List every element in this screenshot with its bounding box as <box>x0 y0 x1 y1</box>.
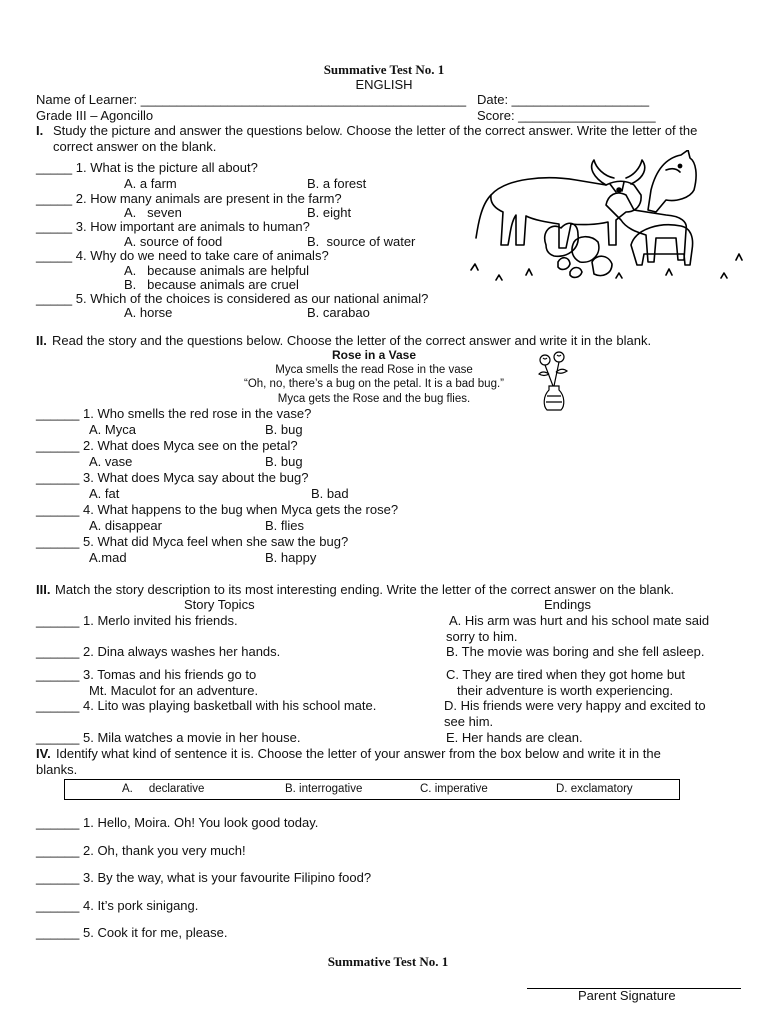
ending-item: E. Her hands are clean. <box>446 730 583 745</box>
part1-question[interactable]: _____ 4. Why do we need to take care of animals? <box>36 248 329 263</box>
choice-exclamatory: D. exclamatory <box>556 783 633 795</box>
part2-question[interactable]: ______ 5. What did Myca feel when she saw the bug? <box>36 534 349 549</box>
topic-item[interactable]: ______ 1. Merlo invited his friends. <box>36 613 238 628</box>
score-field[interactable]: Score: ___________________ <box>477 108 656 123</box>
part2-question[interactable]: ______ 2. What does Myca see on the petal? <box>36 438 298 453</box>
part1-choice-b: B. source of water <box>307 234 416 249</box>
story-line: Myca smells the read Rose in the vase <box>275 364 473 376</box>
sentence-item[interactable]: ______ 2. Oh, thank you very much! <box>36 843 246 858</box>
topic-item[interactable]: ______ 5. Mila watches a movie in her house. <box>36 730 301 745</box>
choice-declarative: A. declarative <box>122 783 205 795</box>
part4-instruction-cont: blanks. <box>36 762 78 777</box>
date-field[interactable]: Date: ___________________ <box>477 92 650 107</box>
ending-item: C. They are tired when they got home but <box>446 667 685 682</box>
part4-numeral: IV. <box>36 746 51 761</box>
topic-item[interactable]: ______ 4. Lito was playing basketball with his school mate. <box>36 698 377 713</box>
ending-item: B. The movie was boring and she fell asleep. <box>446 644 705 659</box>
part1-numeral: I. <box>36 123 44 138</box>
part2-choice-b: B. bug <box>265 454 303 469</box>
grade-label: Grade III – Agoncillo <box>36 108 154 123</box>
topic-item[interactable]: ______ 3. Tomas and his friends go to <box>36 667 257 682</box>
part1-choice-b: B. a forest <box>307 176 367 191</box>
learner-name-field[interactable]: Name of Learner: _____________________________________________ <box>36 92 467 107</box>
choice-imperative: C. imperative <box>420 783 488 795</box>
choice-interrogative: B. interrogative <box>285 783 363 795</box>
part2-choice-a: A. fat <box>89 486 120 501</box>
part2-instruction: Read the story and the questions below. Choose the letter of the correct answer and write it in the blank. <box>52 333 652 348</box>
part1-question[interactable]: _____ 2. How many animals are present in the farm? <box>36 191 342 206</box>
part1-choice-a: A. horse <box>124 305 173 320</box>
story-line: Myca gets the Rose and the bug flies. <box>277 393 471 405</box>
part2-choice-b: B. bug <box>265 422 303 437</box>
sentence-item[interactable]: ______ 5. Cook it for me, please. <box>36 925 228 940</box>
story-title: Rose in a Vase <box>331 348 417 362</box>
part2-choice-b: B. bad <box>311 486 349 501</box>
part1-choice-b: B. because animals are cruel <box>124 277 299 292</box>
part1-choice-a: A. seven <box>124 205 182 220</box>
part2-choice-a: A. vase <box>89 454 133 469</box>
part2-choice-a: A. Myca <box>89 422 136 437</box>
part3-instruction: Match the story description to its most interesting ending. Write the letter of the correct answer on the blank. <box>55 582 675 597</box>
part1-question[interactable]: _____ 3. How important are animals to human? <box>36 219 310 234</box>
part1-choice-b: B. eight <box>307 205 352 220</box>
topic-item[interactable]: ______ 2. Dina always washes her hands. <box>36 644 281 659</box>
part2-question[interactable]: ______ 3. What does Myca say about the bug? <box>36 470 309 485</box>
part1-instruction-cont: correct answer on the blank. <box>53 139 217 154</box>
ending-item-cont: their adventure is worth experiencing. <box>457 683 674 698</box>
ending-item: A. His arm was hurt and his school mate said <box>449 613 710 628</box>
part2-question[interactable]: ______ 4. What happens to the bug when Myca gets the rose? <box>36 502 399 517</box>
part2-choice-a: A.mad <box>89 550 127 565</box>
part1-choice-a: A. source of food <box>124 234 223 249</box>
part2-question[interactable]: ______ 1. Who smells the red rose in the vase? <box>36 406 312 421</box>
part3-numeral: III. <box>36 582 51 597</box>
part2-choice-b: B. flies <box>265 518 305 533</box>
topic-item-cont: Mt. Maculot for an adventure. <box>89 683 259 698</box>
part1-question[interactable]: _____ 1. What is the picture all about? <box>36 160 258 175</box>
part1-choice-a: A. a farm <box>124 176 177 191</box>
ending-item: D. His friends were very happy and excited to <box>444 698 706 713</box>
farm-animals-illustration <box>466 150 756 295</box>
part1-question[interactable]: _____ 5. Which of the choices is considered as our national animal? <box>36 291 429 306</box>
page-title: Summative Test No. 1 <box>323 62 445 77</box>
endings-heading: Endings <box>544 597 591 612</box>
part1-choice-b: B. carabao <box>307 305 370 320</box>
sentence-item[interactable]: ______ 3. By the way, what is your favourite Filipino food? <box>36 870 372 885</box>
sentence-item[interactable]: ______ 4. It’s pork sinigang. <box>36 898 199 913</box>
story-topics-heading: Story Topics <box>184 597 255 612</box>
rose-vase-illustration <box>535 350 575 412</box>
subject-title: ENGLISH <box>355 77 413 92</box>
part1-instruction: Study the picture and answer the questions below. Choose the letter of the correct answer. Write the letter of the <box>53 123 698 138</box>
ending-item-cont: sorry to him. <box>446 629 518 644</box>
footer-title: Summative Test No. 1 <box>327 954 449 969</box>
story-line: “Oh, no, there’s a bug on the petal. It is a bad bug.” <box>244 378 504 390</box>
part2-choice-a: A. disappear <box>89 518 162 533</box>
part1-choice-a: A. because animals are helpful <box>124 263 309 278</box>
part2-choice-b: B. happy <box>265 550 317 565</box>
part2-numeral: II. <box>36 333 47 348</box>
parent-signature-label: Parent Signature <box>578 988 676 1003</box>
sentence-item[interactable]: ______ 1. Hello, Moira. Oh! You look good today. <box>36 815 319 830</box>
ending-item-cont: see him. <box>444 714 494 729</box>
part4-instruction: Identify what kind of sentence it is. Choose the letter of your answer from the box below and write it in the <box>56 746 661 761</box>
